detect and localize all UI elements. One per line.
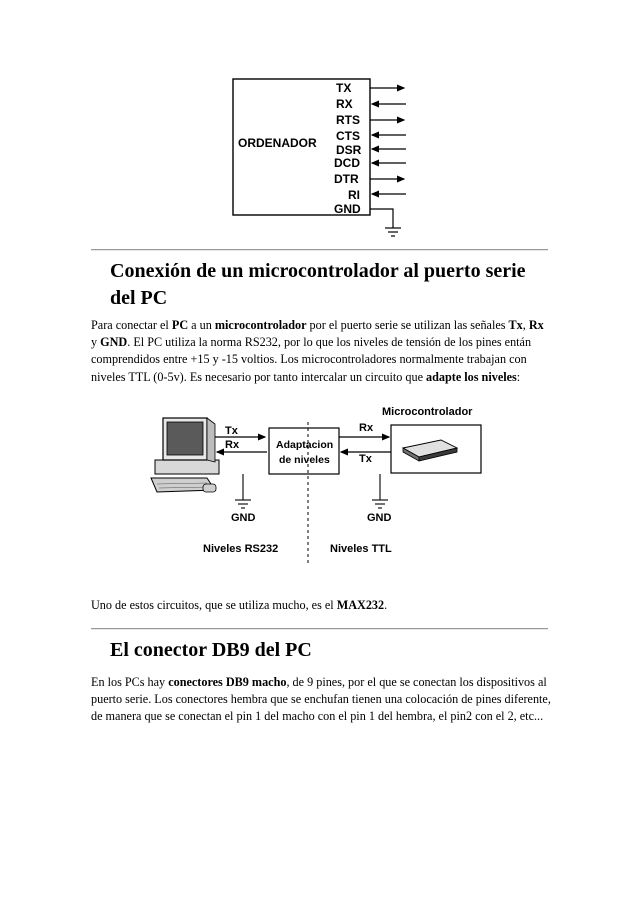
max232-paragraph-run: . (384, 598, 388, 612)
microcontroller-paragraph-run: : (516, 369, 521, 384)
microcontroller-paragraph-run: a un (188, 318, 215, 332)
adapter-label-line2: de niveles (279, 454, 330, 466)
microcontroller-paragraph-run: Para conectar el (91, 318, 172, 332)
microcontroller-paragraph-run: Tx (508, 318, 523, 332)
micro-tx-label: Tx (359, 453, 372, 465)
microcontroller-paragraph-run: GND (100, 335, 128, 350)
microcontroller-paragraph-run: adapte los niveles (426, 369, 517, 384)
levels-ttl-label: Niveles TTL (330, 543, 392, 555)
signal-dcd-label: DCD (334, 156, 360, 170)
microcontroller-board-icon (403, 440, 457, 461)
gnd-line (370, 209, 393, 228)
ground-symbol-right (372, 500, 388, 508)
section-divider-2 (91, 628, 548, 630)
microcontroller-paragraph-run: por el puerto serie se utilizan las señales (306, 318, 509, 332)
gnd-left-label: GND (231, 512, 256, 524)
computer-port-signals-diagram (228, 78, 418, 244)
pc-rx-label: Rx (225, 439, 240, 451)
db9-paragraph-run: conectores DB9 macho (168, 675, 287, 689)
max232-paragraph (91, 597, 551, 614)
ground-symbol-left (235, 500, 251, 508)
gnd-right-label: GND (367, 512, 392, 524)
pc-tx-label: Tx (225, 425, 238, 437)
signal-dtr-label: DTR (334, 172, 359, 186)
microcontroller-title: Microcontrolador (382, 406, 473, 418)
microcontroller-paragraph (91, 317, 551, 386)
ordenador-label: ORDENADOR (238, 136, 317, 150)
signal-dsr-label: DSR (336, 143, 362, 157)
max232-paragraph-run: MAX232 (336, 598, 385, 612)
ground-symbol (385, 228, 401, 236)
microcontroller-paragraph-run: y (91, 335, 101, 350)
heading-line-1: Conexión de un microcontrolador al puerto serie (110, 260, 526, 282)
adapter-label-line1: Adaptacion (276, 439, 334, 451)
max232-paragraph-run: Uno de estos circuitos, que se utiliza mucho, es el (91, 598, 337, 612)
section-heading-microcontroller (110, 258, 526, 312)
pc-computer-icon (151, 418, 219, 492)
signal-tx-label: TX (336, 81, 352, 95)
section-heading-db9: El conector DB9 del PC (110, 639, 312, 661)
db9-paragraph-run: , de 9 pines, por el que se conectan los dispositivos al puerto serie. Los conectores hembra que se enchufan tienen una colocación de pines diferente, de manera que se conectan el pin 1 del macho con el pin 1 del hembra, el pin2 con el 2, etc... (91, 675, 551, 724)
adapter-box (269, 428, 339, 474)
section-divider-1 (91, 249, 548, 251)
micro-rx-label: Rx (359, 422, 374, 434)
signal-cts-label: CTS (336, 129, 360, 143)
microcontroller-paragraph-run: . El PC utiliza la norma RS232, por lo que los niveles de tensión de los pines entán comprendidos entre +15 y -15 voltios. Los microcontroladores normalmente trabajan con niveles TTL (0-5v). Es necesario por tanto intercalar un circuito que (91, 335, 532, 384)
db9-paragraph (91, 674, 551, 726)
signal-gnd-label: GND (334, 202, 361, 216)
microcontroller-paragraph-run: , (522, 318, 529, 332)
signal-rx-label: RX (336, 97, 353, 111)
db9-paragraph-run: En los PCs hay (91, 675, 169, 689)
microcontroller-paragraph-run: microcontrolador (214, 318, 307, 332)
levels-rs232-label: Niveles RS232 (203, 543, 279, 555)
signal-ri-label: RI (348, 188, 360, 202)
level-adaptation-diagram (145, 400, 490, 570)
microcontroller-paragraph-run: PC (171, 318, 189, 332)
heading-line-2: del PC (110, 287, 168, 309)
signal-rts-label: RTS (336, 113, 360, 127)
microcontroller-paragraph-run: Rx (528, 318, 544, 332)
